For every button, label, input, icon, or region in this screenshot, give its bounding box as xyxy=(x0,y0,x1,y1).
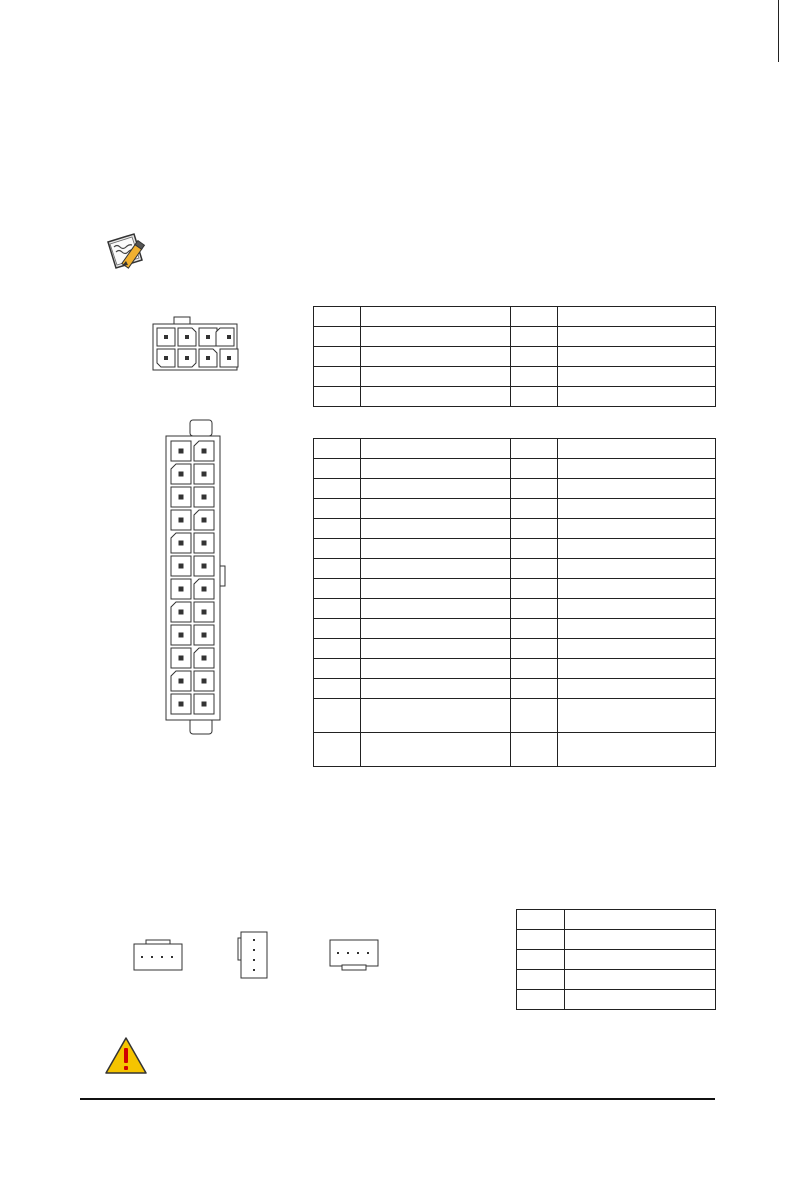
table-cell xyxy=(511,699,558,733)
table-cell xyxy=(361,479,511,499)
table-cell xyxy=(558,459,716,479)
table-cell xyxy=(558,367,716,387)
connector-pin-contact xyxy=(202,656,206,660)
connector-pin-contact xyxy=(202,564,206,568)
table-cell xyxy=(361,679,511,699)
table-cell xyxy=(517,930,565,950)
table-cell xyxy=(314,459,361,479)
table-cell xyxy=(565,970,716,990)
connector-pin-contact xyxy=(202,541,206,545)
note-pencil-icon xyxy=(104,230,150,272)
table-cell xyxy=(517,910,565,930)
connector-pin-contact xyxy=(179,541,183,545)
table-cell xyxy=(511,599,558,619)
connector-pin-contact xyxy=(202,633,206,637)
table-row xyxy=(314,599,716,619)
fan-header-horizontal-bottom-key xyxy=(328,938,380,972)
table-cell xyxy=(361,307,511,327)
page-cut-mark xyxy=(778,0,779,62)
table-row xyxy=(314,327,716,347)
table-cell xyxy=(558,639,716,659)
table-cell xyxy=(558,539,716,559)
table-cell xyxy=(558,307,716,327)
table-cell xyxy=(361,367,511,387)
fan-header-pin-table xyxy=(516,909,716,1010)
connector-pin-contact xyxy=(179,564,183,568)
table-cell xyxy=(565,950,716,970)
warning-icon xyxy=(104,1036,148,1076)
table-cell xyxy=(361,387,511,407)
table-row xyxy=(314,679,716,699)
fan-header-vertical xyxy=(236,930,270,980)
table-cell xyxy=(511,499,558,519)
table-row xyxy=(314,347,716,367)
table-cell xyxy=(511,327,558,347)
connector-pin-contact xyxy=(179,633,183,637)
footer-rule xyxy=(80,1098,715,1100)
connector-pin-contact xyxy=(202,495,206,499)
connector-pin-contact xyxy=(179,587,183,591)
table-cell xyxy=(511,559,558,579)
table-cell xyxy=(517,970,565,990)
table-row xyxy=(314,367,716,387)
connector-pin-contact xyxy=(202,449,206,453)
table-row xyxy=(517,970,716,990)
table-cell xyxy=(565,990,716,1010)
table-row xyxy=(314,699,716,733)
table-cell xyxy=(511,659,558,679)
table-cell xyxy=(361,539,511,559)
table-cell xyxy=(361,699,511,733)
table-cell xyxy=(361,599,511,619)
table-cell xyxy=(565,930,716,950)
table-cell xyxy=(558,347,716,367)
atx-24pin-table xyxy=(313,438,716,767)
table-cell xyxy=(558,733,716,767)
fan-header-horizontal-top-key xyxy=(132,938,184,972)
table-cell xyxy=(558,579,716,599)
table-cell xyxy=(314,307,361,327)
table-cell xyxy=(314,559,361,579)
table-cell xyxy=(314,733,361,767)
table-row xyxy=(314,459,716,479)
table-cell xyxy=(558,499,716,519)
table-row xyxy=(314,479,716,499)
table-cell xyxy=(361,559,511,579)
table-cell xyxy=(511,347,558,367)
table-cell xyxy=(511,307,558,327)
connector-pin-contact xyxy=(179,702,183,706)
connector-pin-contact xyxy=(202,702,206,706)
table-cell xyxy=(361,347,511,367)
table-cell xyxy=(511,539,558,559)
table-cell xyxy=(558,619,716,639)
connector-pin-contact xyxy=(179,518,183,522)
table-cell xyxy=(314,519,361,539)
table-cell xyxy=(558,659,716,679)
table-row xyxy=(314,659,716,679)
table-cell xyxy=(558,599,716,619)
atx-12v-pin-table xyxy=(313,306,716,407)
table-cell xyxy=(511,387,558,407)
connector-pin-contact xyxy=(202,587,206,591)
table-row xyxy=(314,579,716,599)
table-cell xyxy=(565,910,716,930)
table-cell xyxy=(361,499,511,519)
connector-pin-contact xyxy=(202,679,206,683)
atx-12v-8pin-connector xyxy=(150,316,242,374)
table-row xyxy=(314,639,716,659)
table-row xyxy=(517,990,716,1010)
table-row xyxy=(314,499,716,519)
table-cell xyxy=(511,639,558,659)
table-cell xyxy=(511,733,558,767)
table-cell xyxy=(314,387,361,407)
table-row xyxy=(314,439,716,459)
table-cell xyxy=(314,619,361,639)
table-cell xyxy=(314,327,361,347)
table-cell xyxy=(361,733,511,767)
table-row xyxy=(314,733,716,767)
connector-pin-contact xyxy=(179,656,183,660)
table-cell xyxy=(314,659,361,679)
table-cell xyxy=(558,559,716,579)
table-cell xyxy=(361,659,511,679)
table-cell xyxy=(314,639,361,659)
table-cell xyxy=(511,479,558,499)
table-cell xyxy=(361,459,511,479)
table-cell xyxy=(511,679,558,699)
table-cell xyxy=(558,439,716,459)
table-row xyxy=(517,930,716,950)
table-cell xyxy=(361,439,511,459)
table-row xyxy=(314,619,716,639)
table-cell xyxy=(558,679,716,699)
table-cell xyxy=(511,459,558,479)
table-cell xyxy=(558,327,716,347)
table-cell xyxy=(558,479,716,499)
table-cell xyxy=(314,499,361,519)
atx-24pin-connector xyxy=(160,418,230,738)
table-cell xyxy=(517,950,565,970)
table-cell xyxy=(558,699,716,733)
table-cell xyxy=(558,387,716,407)
table-cell xyxy=(517,990,565,1010)
table-cell xyxy=(314,439,361,459)
connector-pin-contact xyxy=(179,472,183,476)
table-cell xyxy=(511,579,558,599)
table-cell xyxy=(314,479,361,499)
table-cell xyxy=(511,619,558,639)
connector-pin-contact xyxy=(202,518,206,522)
connector-pin-contact xyxy=(202,472,206,476)
connector-pin-contact xyxy=(179,495,183,499)
connector-pin-contact xyxy=(179,610,183,614)
table-cell xyxy=(361,519,511,539)
table-cell xyxy=(361,579,511,599)
table-cell xyxy=(314,599,361,619)
table-cell xyxy=(314,539,361,559)
table-cell xyxy=(511,519,558,539)
table-row xyxy=(314,539,716,559)
table-row xyxy=(314,307,716,327)
table-cell xyxy=(511,439,558,459)
table-row xyxy=(517,910,716,930)
connector-pin-contact xyxy=(179,679,183,683)
table-cell xyxy=(361,327,511,347)
table-cell xyxy=(314,679,361,699)
table-cell xyxy=(314,367,361,387)
table-row xyxy=(314,387,716,407)
table-row xyxy=(314,519,716,539)
connector-pin-contact xyxy=(202,610,206,614)
connector-pin-contact xyxy=(179,449,183,453)
table-cell xyxy=(511,367,558,387)
table-row xyxy=(517,950,716,970)
table-cell xyxy=(361,639,511,659)
table-row xyxy=(314,559,716,579)
table-cell xyxy=(558,519,716,539)
table-cell xyxy=(314,347,361,367)
table-cell xyxy=(314,579,361,599)
table-cell xyxy=(314,699,361,733)
table-cell xyxy=(361,619,511,639)
